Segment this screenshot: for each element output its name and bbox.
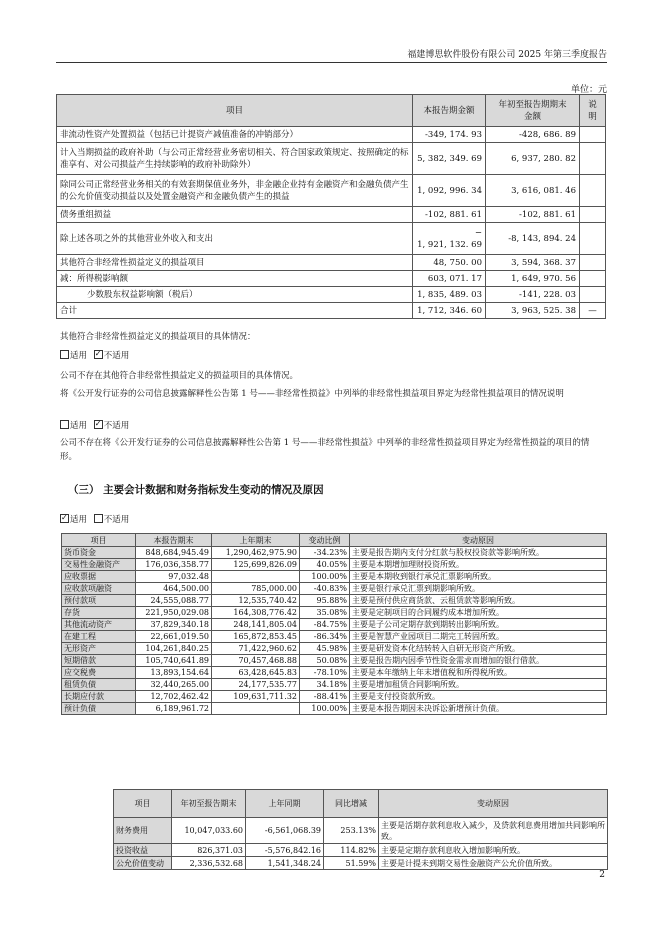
table-row [62, 679, 607, 691]
change-ratio-cell: -84.75% [300, 619, 350, 631]
yoy-cell: 51.59% [324, 857, 379, 870]
reason-cell: 主要是活期存款利息收入减少，及贷款利息费用增加共同影响所致。 [379, 818, 608, 844]
reason-cell: 主要是本年缴纳上年末增值税和所得税所致。 [350, 667, 607, 679]
reason-cell: 主要是定期存款利息收入增加影响所致。 [379, 844, 608, 857]
change-ratio-cell: -78.10% [300, 667, 350, 679]
header-divider [56, 62, 607, 63]
table-row [62, 691, 607, 703]
table-row [62, 559, 607, 571]
change-ratio-cell: -34.23% [300, 547, 350, 559]
period-end-cell: 24,555,088.77 [136, 595, 212, 607]
current-amount-cell: -349, 174. 93 [413, 127, 486, 143]
table-row [62, 703, 607, 715]
page-number: 2 [599, 870, 605, 880]
choice-row [60, 419, 600, 433]
ytd-amount-cell: -8, 143, 894. 24 [486, 223, 580, 255]
period-end-cell: 6,189,961.72 [136, 703, 212, 715]
choice-label: 适用 [70, 421, 88, 431]
non-recurring-gains-table [56, 94, 606, 319]
table-row [57, 271, 606, 287]
note-cell [580, 143, 606, 175]
current-amount-cell: 603, 071. 17 [413, 271, 486, 287]
table-row [62, 655, 607, 667]
item-cell: 减：所得税影响额 [57, 271, 413, 287]
ytd-amount-cell: -428, 686. 89 [486, 127, 580, 143]
col-header-prior-period: 上年同期 [246, 790, 324, 818]
reason-cell: 主要是支付投资款所致。 [350, 691, 607, 703]
col-header-ytd: 年初至报告期末 [172, 790, 246, 818]
choice-label: 适用 [70, 515, 88, 525]
yoy-cell: 253.13% [324, 818, 379, 844]
note-cell [580, 255, 606, 271]
table-row [57, 223, 606, 255]
change-ratio-cell: 34.18% [300, 679, 350, 691]
table-row [57, 255, 606, 271]
paragraph: 其他符合非经常性损益定义的损益项目的具体情况： [60, 332, 256, 342]
note-cell [580, 175, 606, 207]
period-end-cell: 12,702,462.42 [136, 691, 212, 703]
item-cell: 交易性金融资产 [62, 559, 136, 571]
table-row [62, 547, 607, 559]
col-header-item: 项目 [62, 534, 136, 547]
reason-cell: 主要是预付供应商货款、云租赁款等影响所致。 [350, 595, 607, 607]
note-cell [580, 207, 606, 223]
col-header-period-end: 本报告期末 [136, 534, 212, 547]
ytd-amount-cell: -141, 228. 03 [486, 287, 580, 303]
prior-end-cell: 71,422,960.62 [212, 643, 300, 655]
choice-label: 不适用 [103, 515, 130, 525]
change-ratio-cell: -86.34% [300, 631, 350, 643]
reason-cell: 主要是智慧产业园项目二期完工转固所致。 [350, 631, 607, 643]
change-ratio-cell: 50.08% [300, 655, 350, 667]
prior-end-cell: 70,457,468.88 [212, 655, 300, 667]
note-cell [580, 127, 606, 143]
current-amount-cell: 5, 382, 349. 69 [413, 143, 486, 175]
change-ratio-cell: -40.83% [300, 583, 350, 595]
item-cell: 非流动性资产处置损益（包括已计提资产减值准备的冲销部分） [57, 127, 413, 143]
item-cell: 其他符合非经常性损益定义的损益项目 [57, 255, 413, 271]
prior-end-cell: 24,177,535.77 [212, 679, 300, 691]
reason-cell: 主要是本期收到银行承兑汇票影响所致。 [350, 571, 607, 583]
table-row [62, 583, 607, 595]
item-cell: 在建工程 [62, 631, 136, 643]
prior-period-cell: -5,576,842.16 [246, 844, 324, 857]
col-header-change-ratio: 变动比例 [300, 534, 350, 547]
current-amount-cell: 48, 750. 00 [413, 255, 486, 271]
table-row [57, 143, 606, 175]
change-ratio-cell: 45.98% [300, 643, 350, 655]
income-changes-table [113, 789, 608, 870]
ytd-cell: 2,336,532.68 [172, 857, 246, 870]
table-row [57, 303, 606, 319]
item-cell: 应交税费 [62, 667, 136, 679]
period-end-cell: 32,440,265.00 [136, 679, 212, 691]
table-row [62, 571, 607, 583]
table-row [57, 127, 606, 143]
ytd-amount-cell: 3, 594, 368. 37 [486, 255, 580, 271]
item-cell: 除同公司正常经营业务相关的有效套期保值业务外，非金融企业持有金融资产和金融负债产生的公允价值变动损益以及处置金融资产和金融负债产生的损益 [57, 175, 413, 207]
note-cell [580, 271, 606, 287]
current-amount-cell: − 1, 921, 132. 69 [413, 223, 486, 255]
ytd-amount-cell: 6, 937, 280. 82 [486, 143, 580, 175]
prior-end-cell: 785,000.00 [212, 583, 300, 595]
section-title: （三） 主要会计数据和财务指标发生变动的情况及原因 [68, 484, 324, 496]
item-cell: 其他流动资产 [62, 619, 136, 631]
item-cell: 预付款项 [62, 595, 136, 607]
table-row [57, 287, 606, 303]
current-amount-cell: 1, 092, 996. 34 [413, 175, 486, 207]
reason-cell: 主要是研发资本化结转转入自研无形资产所致。 [350, 643, 607, 655]
period-end-cell: 848,684,945.49 [136, 547, 212, 559]
balance-changes-table [61, 533, 607, 715]
change-ratio-cell: 100.00% [300, 703, 350, 715]
checked-checkbox-icon[interactable] [94, 420, 103, 429]
prior-end-cell: 248,141,805.04 [212, 619, 300, 631]
prior-end-cell: 165,872,853.45 [212, 631, 300, 643]
item-cell: 财务费用 [114, 818, 172, 844]
period-end-cell: 13,893,154.64 [136, 667, 212, 679]
col-header-yoy: 同比增减 [324, 790, 379, 818]
reason-cell: 主要是报告期内支付分红款与股权投资款等影响所致。 [350, 547, 607, 559]
paragraph: 公司不存在将《公开发行证券的公司信息披露解释性公告第 1 号——非经常性损益》中列举的非经常性损益项目界定为经常性损益的项目的情形。 [60, 438, 590, 462]
reason-cell: 主要是报告期内因季节性资金需求而增加的银行借款。 [350, 655, 607, 667]
choice-row [60, 349, 600, 363]
change-ratio-cell: 100.00% [300, 571, 350, 583]
table-row [62, 619, 607, 631]
reason-cell: 主要是本报告期因未决诉讼新增预计负债。 [350, 703, 607, 715]
col-header-ytd: 年初至报告期期末金额 [486, 95, 580, 127]
checked-checkbox-icon[interactable] [94, 350, 103, 359]
table-row [62, 631, 607, 643]
prior-end-cell: 125,699,826.09 [212, 559, 300, 571]
note-cell [580, 223, 606, 255]
table-row [57, 207, 606, 223]
paragraph: 将《公开发行证券的公司信息披露解释性公告第 1 号——非经常性损益》中列举的非经常性损益项目界定为经常性损益项目的情况说明 [60, 389, 564, 399]
table-row [62, 643, 607, 655]
checkbox-icon[interactable] [60, 420, 69, 429]
prior-end-cell [212, 703, 300, 715]
col-header-prior-end: 上年期末 [212, 534, 300, 547]
item-cell: 货币资金 [62, 547, 136, 559]
item-cell: 租赁负债 [62, 679, 136, 691]
period-end-cell: 105,740,641.89 [136, 655, 212, 667]
reason-cell: 主要是计提未到期交易性金融资产公允价值所致。 [379, 857, 608, 870]
checked-checkbox-icon[interactable] [60, 514, 69, 523]
table-row [114, 818, 608, 844]
item-cell: 长期应付款 [62, 691, 136, 703]
change-ratio-cell: 35.08% [300, 607, 350, 619]
period-end-cell: 37,829,340.18 [136, 619, 212, 631]
prior-end-cell: 1,290,462,975.90 [212, 547, 300, 559]
period-end-cell: 104,261,840.25 [136, 643, 212, 655]
prior-end-cell: 12,535,740.42 [212, 595, 300, 607]
ytd-amount-cell: 3, 963, 525. 38 [486, 303, 580, 319]
note-cell: — [580, 303, 606, 319]
item-cell: 存货 [62, 607, 136, 619]
item-cell: 无形资产 [62, 643, 136, 655]
col-header-current: 本报告期金额 [413, 95, 486, 127]
period-end-cell: 464,500.00 [136, 583, 212, 595]
col-header-reason: 变动原因 [379, 790, 608, 818]
ytd-cell: 10,047,033.60 [172, 818, 246, 844]
item-cell: 预计负债 [62, 703, 136, 715]
item-cell: 短期借款 [62, 655, 136, 667]
current-amount-cell: -102, 881. 61 [413, 207, 486, 223]
item-cell: 计入当期损益的政府补助（与公司正常经营业务密切相关、符合国家政策规定、按照确定的标准享有、对公司损益产生持续影响的政府补助除外） [57, 143, 413, 175]
period-end-cell: 221,950,029.08 [136, 607, 212, 619]
item-cell: 应收票据 [62, 571, 136, 583]
reason-cell: 主要是子公司定期存款到期转出影响所致。 [350, 619, 607, 631]
choice-label: 不适用 [103, 421, 130, 431]
period-end-cell: 176,036,358.77 [136, 559, 212, 571]
ytd-amount-cell: 3, 616, 081. 46 [486, 175, 580, 207]
change-ratio-cell: -88.41% [300, 691, 350, 703]
paragraph: 公司不存在其他符合非经常性损益定义的损益项目的具体情况。 [60, 371, 299, 381]
col-header-item: 项目 [114, 790, 172, 818]
item-cell: 少数股东权益影响额（税后） [57, 287, 413, 303]
prior-end-cell: 63,428,645.83 [212, 667, 300, 679]
item-cell: 债务重组损益 [57, 207, 413, 223]
choice-label: 不适用 [103, 351, 130, 361]
reason-cell: 主要是银行承兑汇票到期影响所致。 [350, 583, 607, 595]
prior-period-cell: 1,541,348.24 [246, 857, 324, 870]
item-cell: 合计 [57, 303, 413, 319]
prior-period-cell: -6,561,068.39 [246, 818, 324, 844]
col-header-item: 项目 [57, 95, 413, 127]
choice-row [60, 513, 600, 527]
ytd-amount-cell: -102, 881. 61 [486, 207, 580, 223]
reason-cell: 主要是本期增加理财投资所致。 [350, 559, 607, 571]
table-row [62, 607, 607, 619]
col-header-note: 说明 [580, 95, 606, 127]
current-amount-cell: 1, 835, 489. 03 [413, 287, 486, 303]
table-row [62, 595, 607, 607]
unit-label: 单位：元 [570, 85, 607, 95]
table-row [57, 175, 606, 207]
period-end-cell: 97,032.48 [136, 571, 212, 583]
change-ratio-cell: 40.05% [300, 559, 350, 571]
item-cell: 除上述各项之外的其他营业外收入和支出 [57, 223, 413, 255]
change-ratio-cell: 95.88% [300, 595, 350, 607]
table-row [114, 857, 608, 870]
prior-end-cell: 164,308,776.42 [212, 607, 300, 619]
note-cell [580, 287, 606, 303]
table-row [114, 844, 608, 857]
reason-cell: 主要是增加租赁合同影响所致。 [350, 679, 607, 691]
choice-label: 适用 [70, 351, 88, 361]
ytd-cell: 826,371.03 [172, 844, 246, 857]
col-header-reason: 变动原因 [350, 534, 607, 547]
reason-cell: 主要是定制项目的合同履约成本增加所致。 [350, 607, 607, 619]
item-cell: 公允价值变动 [114, 857, 172, 870]
checkbox-icon[interactable] [94, 514, 103, 523]
checkbox-icon[interactable] [60, 350, 69, 359]
ytd-amount-cell: 1, 649, 970. 56 [486, 271, 580, 287]
table-row [62, 667, 607, 679]
prior-end-cell: 109,631,711.32 [212, 691, 300, 703]
period-end-cell: 22,661,019.50 [136, 631, 212, 643]
prior-end-cell [212, 571, 300, 583]
yoy-cell: 114.82% [324, 844, 379, 857]
item-cell: 应收款项融资 [62, 583, 136, 595]
report-header: 福建博思软件股份有限公司 2025 年第三季度报告 [407, 50, 607, 60]
item-cell: 投资收益 [114, 844, 172, 857]
current-amount-cell: 1, 712, 346. 60 [413, 303, 486, 319]
